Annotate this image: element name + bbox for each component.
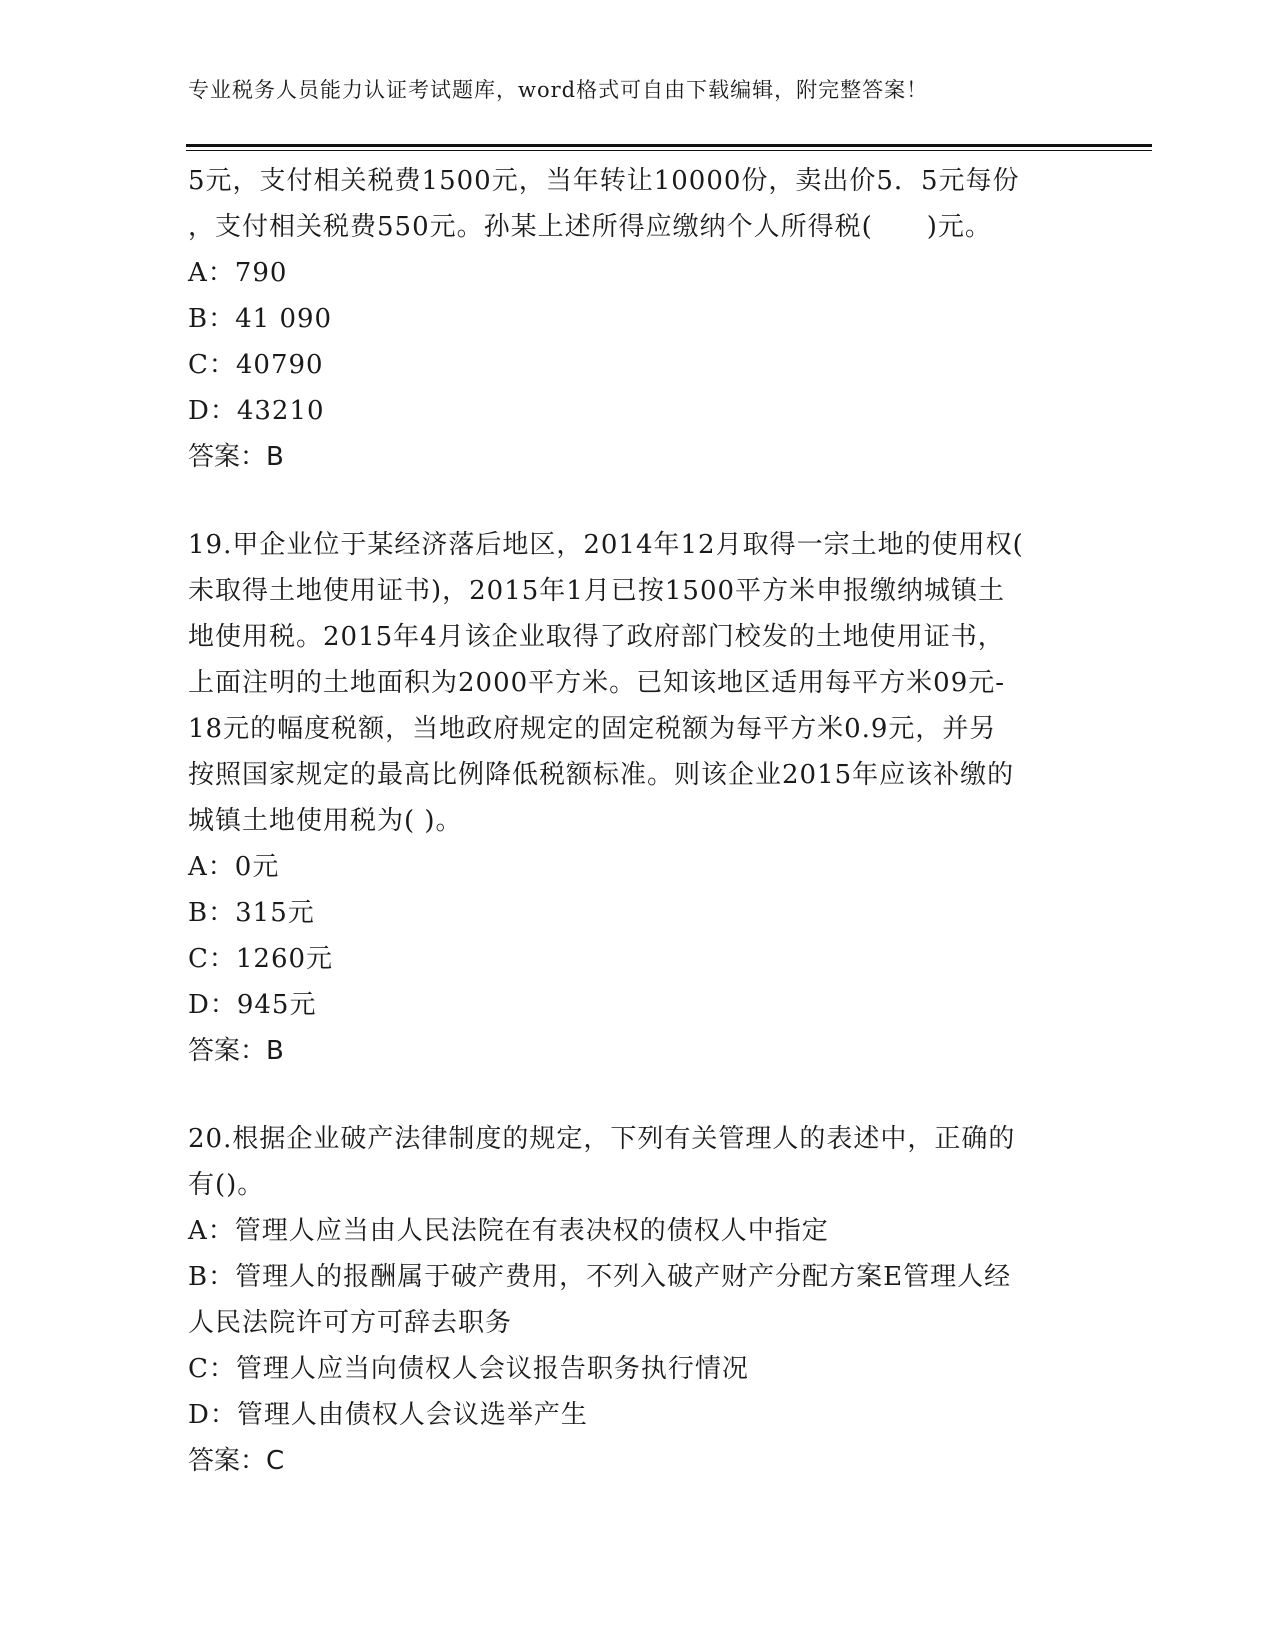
- option-b-continued: 人民法院许可方可辞去职务: [188, 1308, 513, 1338]
- question-stem-line: ，支付相关税费550元。孙某上述所得应缴纳个人所得税( )元。: [188, 212, 992, 242]
- answer-line: 答案：B: [188, 442, 284, 472]
- question-stem-line: 城镇土地使用税为( )。: [188, 806, 463, 836]
- option-a: A：管理人应当由人民法院在有表决权的债权人中指定: [188, 1216, 829, 1246]
- question-stem-line: 19.甲企业位于某经济落后地区，2014年12月取得一宗土地的使用权(: [188, 530, 1024, 560]
- spacer: [188, 480, 1088, 522]
- header-rule-thick: [186, 144, 1152, 147]
- option-d: D：管理人由债权人会议选举产生: [188, 1400, 588, 1430]
- option-b: B：41 090: [188, 304, 333, 334]
- option-a: A：0元: [188, 852, 280, 882]
- answer-line: 答案：B: [188, 1036, 284, 1066]
- option-b: B：管理人的报酬属于破产费用，不列入破产财产分配方案E管理人经: [188, 1262, 1012, 1292]
- question-stem-line: 地使用税。2015年4月该企业取得了政府部门校发的土地使用证书，: [188, 622, 1005, 652]
- option-c: C：40790: [188, 350, 324, 380]
- question-stem-line: 未取得土地使用证书)，2015年1月已按1500平方米申报缴纳城镇土: [188, 576, 1006, 606]
- question-stem-line: 18元的幅度税额，当地政府规定的固定税额为每平方米0.9元，并另: [188, 714, 997, 744]
- question-stem-line: 上面注明的土地面积为2000平方米。已知该地区适用每平方米09元-: [188, 668, 1006, 698]
- option-b: B：315元: [188, 898, 315, 928]
- question-19: [188, 522, 1088, 1074]
- option-c: C：管理人应当向债权人会议报告职务执行情况: [188, 1354, 749, 1384]
- document-body: [188, 158, 1088, 1484]
- question-stem-line: 有()。: [188, 1170, 265, 1200]
- header-rule-thin: [186, 150, 1152, 151]
- page-header: 专业税务人员能力认证考试题库，word格式可自由下载编辑，附完整答案！: [188, 78, 929, 102]
- option-c: C：1260元: [188, 944, 334, 974]
- option-d: D：945元: [188, 990, 317, 1020]
- question-20: [188, 1116, 1088, 1484]
- question-stem-line: 按照国家规定的最高比例降低税额标准。则该企业2015年应该补缴的: [188, 760, 1015, 790]
- option-a: A：790: [188, 258, 288, 288]
- spacer: [188, 1074, 1088, 1116]
- option-d: D：43210: [188, 396, 325, 426]
- question-stem-line: 20.根据企业破产法律制度的规定，下列有关管理人的表述中，正确的: [188, 1124, 1016, 1154]
- question-18: [188, 158, 1088, 480]
- question-stem-line: 5元，支付相关税费1500元，当年转让10000份，卖出价5．5元每份: [188, 166, 1020, 196]
- answer-line: 答案：C: [188, 1446, 285, 1476]
